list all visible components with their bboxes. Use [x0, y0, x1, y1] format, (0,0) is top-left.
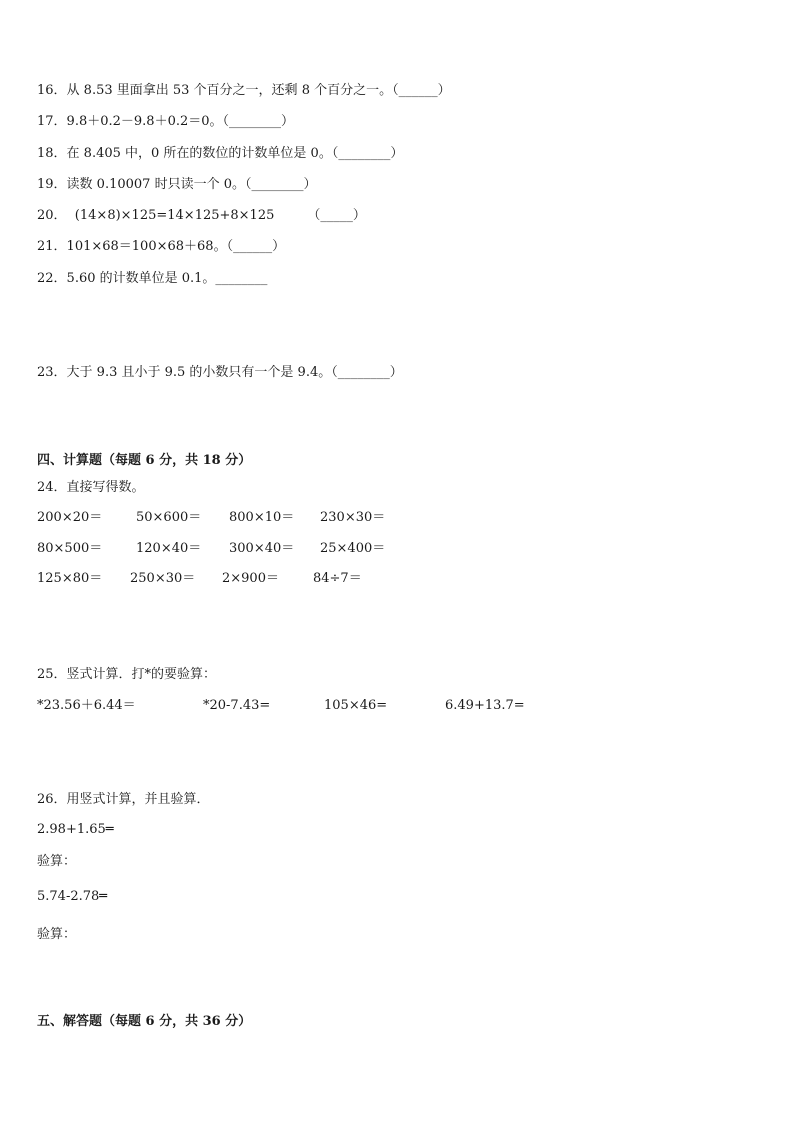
calc-item: 25×400＝ — [320, 541, 386, 556]
question-19: 19．读数 0.10007 时只读一个 0。（________） — [37, 177, 317, 192]
question-25-prompt: 25．竖式计算．打*的要验算： — [37, 667, 217, 682]
question-26-expr-2: 5.74-2.78═ — [37, 889, 108, 904]
question-20: 20． (14×8)×125=14×125+8×125 （_____） — [37, 208, 366, 223]
question-26-check-2: 验算： — [37, 927, 77, 942]
section-4-title: 四、计算题（每题 6 分，共 18 分） — [37, 453, 252, 468]
calc-item: 2×900＝ — [222, 571, 279, 586]
question-17: 17．9.8＋0.2－9.8＋0.2＝0。（________） — [37, 114, 295, 129]
vertical-calc-item: *23.56＋6.44＝ — [37, 698, 136, 713]
vertical-calc-item: 105×46= — [324, 698, 388, 713]
calc-item: 120×40＝ — [136, 541, 202, 556]
calc-item: 250×30＝ — [130, 571, 196, 586]
question-26-check-1: 验算： — [37, 854, 77, 869]
question-23: 23．大于 9.3 且小于 9.5 的小数只有一个是 9.4。（________） — [37, 365, 403, 380]
question-21: 21．101×68＝100×68＋68。（______） — [37, 239, 286, 254]
calc-item: 230×30＝ — [320, 510, 386, 525]
vertical-calc-item: 6.49+13.7= — [445, 698, 525, 713]
calc-item: 125×80＝ — [37, 571, 103, 586]
calc-item: 50×600＝ — [136, 510, 202, 525]
calc-item: 84÷7＝ — [313, 571, 362, 586]
calc-item: 800×10＝ — [229, 510, 295, 525]
calc-item: 80×500＝ — [37, 541, 103, 556]
question-24-prompt: 24．直接写得数。 — [37, 480, 145, 495]
question-18: 18．在 8.405 中，0 所在的数位的计数单位是 0。（________） — [37, 146, 404, 161]
vertical-calc-item: *20-7.43= — [203, 698, 271, 713]
question-16: 16．从 8.53 里面拿出 53 个百分之一，还剩 8 个百分之一。（______） — [37, 83, 451, 98]
question-26-prompt: 26．用竖式计算，并且验算． — [37, 792, 210, 807]
calc-item: 300×40＝ — [229, 541, 295, 556]
calc-item: 200×20＝ — [37, 510, 103, 525]
question-22: 22．5.60 的计数单位是 0.1。________ — [37, 271, 268, 286]
section-5-title: 五、解答题（每题 6 分，共 36 分） — [37, 1014, 252, 1029]
question-26-expr-1: 2.98+1.65═ — [37, 822, 114, 837]
